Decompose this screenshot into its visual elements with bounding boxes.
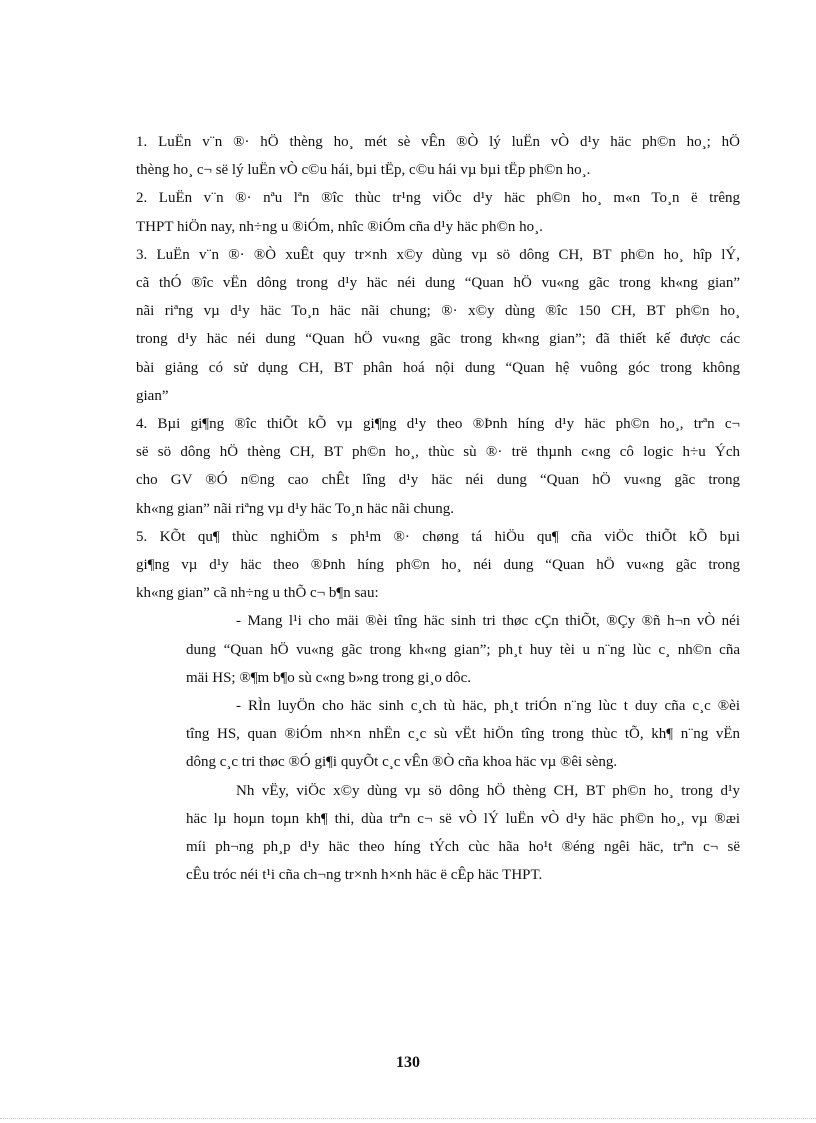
text-line: cã thÓ ®îc vËn dông trong d¹y häc néi dung “Quan hÖ vu«ng gãc trong kh«ng gian” xyxy=(136,275,740,292)
text-line: Nh vËy, viÖc x©y dùng vµ sö dông hÖ thèng CH, BT ph©n ho¸ trong d¹y xyxy=(236,782,740,799)
text-line: - Mang l¹i cho mäi ®èi tîng häc sinh tri thøc cÇn thiÕt, ®Çy ®ñ h¬n vÒ néi xyxy=(236,613,740,630)
text-line: thèng ho¸ c¬ së lý luËn vÒ c©u hái, bµi tËp, c©u hái vµ bµi tËp ph©n ho¸. xyxy=(136,162,591,179)
text-line: 4. Bµi gi¶ng ®îc thiÕt kÕ vµ gi¶ng d¹y theo ®Þnh híng d¹y häc ph©n ho¸, trªn c¬ xyxy=(136,416,740,433)
text-line: bài giảng có sử dụng CH, BT phân hoá nội dung “Quan hệ vuông góc trong không xyxy=(136,359,740,376)
paragraph xyxy=(136,128,740,184)
text-line: trong d¹y häc néi dung “Quan hÖ vu«ng gãc trong kh«ng gian”; đã thiết kế được các xyxy=(136,331,740,348)
paragraph xyxy=(136,692,740,777)
paragraph xyxy=(136,523,740,608)
text-line: THPT hiÖn nay, nh÷ng u ®iÓm, nhîc ®iÓm cña d¹y häc ph©n ho¸. xyxy=(136,218,543,235)
text-line: dông c¸c tri thøc ®Ó gi¶i quyÕt c¸c vÊn ®Ò cña khoa häc vµ ®êi sèng. xyxy=(186,754,618,771)
paragraph xyxy=(136,607,740,692)
page-edge-divider xyxy=(0,1118,816,1119)
text-line: dung “Quan hÖ vu«ng gãc trong kh«ng gian”; ph¸t huy tèi u n¨ng lùc c¸ nh©n cña xyxy=(186,641,740,658)
text-line: míi ph¬ng ph¸p d¹y häc theo híng tÝch cùc hãa ho¹t ®éng ngêi häc, trªn c¬ së xyxy=(186,839,740,856)
text-line: 5. KÕt qu¶ thùc nghiÖm s ph¹m ®· chøng tá hiÖu qu¶ cña viÖc thiÕt kÕ bµi xyxy=(136,528,740,545)
text-line: mäi HS; ®¶m b¶o sù c«ng b»ng trong gi¸o dôc. xyxy=(186,669,471,686)
text-line: tîng HS, quan ®iÓm nh×n nhËn c¸c sù vËt hiÖn tîng trong thùc tÕ, kh¶ n¨ng vËn xyxy=(186,726,740,743)
paragraph xyxy=(136,241,740,410)
text-line: së sö dông hÖ thèng CH, BT ph©n ho¸, thùc sù ®· trë thµnh c«ng cô logic h÷u Ých xyxy=(136,444,740,461)
text-line: häc lµ hoµn toµn kh¶ thi, dùa trªn c¬ së vÒ lÝ luËn vÒ d¹y häc ph©n ho¸, vµ ®æi xyxy=(186,810,740,827)
text-line: gi¶ng vµ d¹y häc theo ®Þnh híng ph©n ho¸ néi dung “Quan hÖ vu«ng gãc trong xyxy=(136,557,740,574)
paragraph xyxy=(136,777,740,890)
text-line: nãi riªng vµ d¹y häc To¸n häc nãi chung; ®· x©y dùng ®îc 150 CH, BT ph©n ho¸ xyxy=(136,303,740,320)
text-line: 3. LuËn v¨n ®· ®Ò xuÊt quy tr×nh x©y dùng vµ sö dông CH, BT ph©n ho¸ hîp lÝ, xyxy=(136,246,740,263)
text-line: kh«ng gian” cã nh÷ng u thÕ c¬ b¶n sau: xyxy=(136,585,379,602)
text-line: 1. LuËn v¨n ®· hÖ thèng ho¸ mét sè vÊn ®Ò lý luËn vÒ d¹y häc ph©n ho¸; hÖ xyxy=(136,134,740,150)
page-number: 130 xyxy=(396,1054,420,1071)
text-line: cÊu tróc néi t¹i cña ch¬ng tr×nh h×nh häc ë cÊp häc THPT. xyxy=(186,867,543,884)
text-line: - RÌn luyÖn cho häc sinh c¸ch tù häc, ph¸t triÓn n¨ng lùc t duy cña c¸c ®èi xyxy=(236,698,740,715)
text-line: 2. LuËn v¨n ®· nªu lªn ®îc thùc tr¹ng viÖc d¹y häc ph©n ho¸ m«n To¸n ë trêng xyxy=(136,190,740,207)
text-line: cho GV ®Ó n©ng cao chÊt lîng d¹y häc néi dung “Quan hÖ vu«ng gãc trong xyxy=(136,472,740,489)
text-line: kh«ng gian” nãi riªng vµ d¹y häc To¸n häc nãi chung. xyxy=(136,500,454,517)
text-line: gian” xyxy=(136,387,169,404)
paragraph xyxy=(136,410,740,523)
paragraph xyxy=(136,184,740,240)
page-body xyxy=(136,128,740,889)
